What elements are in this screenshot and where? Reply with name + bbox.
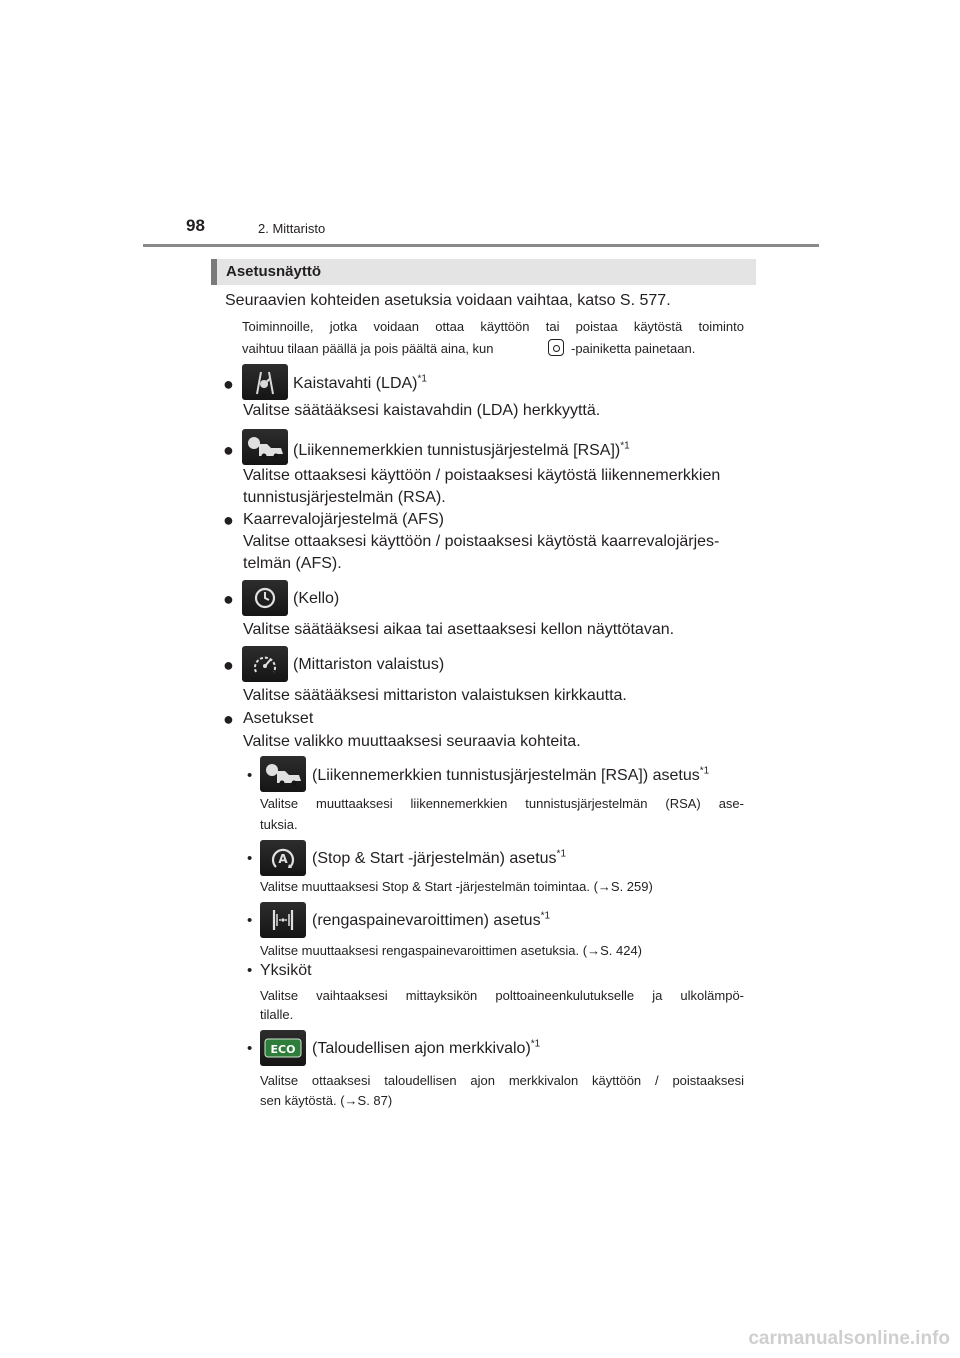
clock-icon [242, 580, 288, 616]
rsa-label: (Liikennemerkkien tunnistusjärjestelmä [RSA]) [293, 442, 621, 459]
watermark: carmanualsonline.info [748, 1328, 950, 1349]
bullet-icon: ● [223, 510, 234, 530]
dot-bullet: • [247, 912, 253, 929]
intro-note-line2a: vaihtuu tilaan päällä ja pois päältä aina, kun [242, 341, 494, 356]
intro-note-line2b: -painiketta painetaan. [571, 341, 696, 356]
lda-description: Valitse säätääksesi kaistavahdin (LDA) herkkyyttä. [243, 402, 601, 419]
bullet-icon: ● [223, 709, 234, 729]
dot-bullet: • [247, 1040, 253, 1057]
display-button-icon [548, 339, 564, 356]
page-number: 98 [186, 216, 205, 235]
stop-start-icon [260, 840, 306, 876]
footnote-mark: *1 [417, 373, 427, 385]
eco-indicator-icon [260, 1030, 306, 1066]
dot-bullet: • [247, 767, 253, 784]
eco-desc-line1: Valitse ottaaksesi taloudellisen ajon merkkivalon käyttöön / poistaaksesi [260, 1073, 744, 1088]
rsa-setting-desc-line1: Valitse muuttaaksesi liikennemerkkien tunnistusjärjestelmän (RSA) ase- [260, 796, 744, 811]
units-desc-line2: tilalle. [260, 1007, 294, 1022]
dot-bullet: • [247, 850, 253, 867]
header-rule [143, 244, 819, 247]
clock-title: (Kello) [293, 590, 340, 607]
settings-title: Asetukset [243, 710, 314, 727]
stopstart-setting-label: (Stop & Start -järjestelmän) asetus [312, 850, 557, 867]
section-title: Asetusnäyttö [226, 263, 322, 280]
tire-setting-label: (rengaspainevaroittimen) asetus [312, 912, 541, 929]
footnote-mark: *1 [540, 910, 551, 922]
road-sign-assist-icon [260, 756, 306, 792]
footnote-mark: *1 [620, 440, 630, 452]
clock-description: Valitse säätääksesi aikaa tai asettaaksesi kellon näyttötavan. [243, 621, 675, 638]
units-title: Yksiköt [260, 962, 312, 979]
tire-setting-title [312, 910, 550, 932]
eco-desc-line2: sen käytöstä. (→S. 87) [260, 1093, 393, 1108]
lda-title [293, 373, 427, 395]
settings-description: Valitse valikko muuttaaksesi seuraavia kohteita. [243, 733, 581, 750]
tire-setting-desc: Valitse muuttaaksesi rengaspainevaroittimen asetuksia. (→S. 424) [260, 943, 643, 958]
intro-note-line1: Toiminnoille, jotka voidaan ottaa käyttöön tai poistaa käytöstä toiminto [242, 319, 744, 334]
bullet-icon: ● [223, 440, 234, 460]
rsa-setting-desc-line2: tuksia. [260, 817, 298, 832]
afs-description-line1: Valitse ottaaksesi käyttöön / poistaaksesi käytöstä kaarrevalojärjes- [243, 533, 720, 550]
intro-text: Seuraavien kohteiden asetuksia voidaan vaihtaa, katso S. 577. [225, 292, 671, 309]
rsa-description-line1: Valitse ottaaksesi käyttöön / poistaaksesi käytöstä liikennemerkkien [243, 467, 721, 484]
rsa-title [293, 440, 630, 462]
tire-pressure-icon [260, 902, 306, 938]
dot-bullet: • [247, 962, 253, 979]
lda-label: Kaistavahti (LDA) [293, 375, 418, 392]
rsa-setting-label: (Liikennemerkkien tunnistusjärjestelmän [RSA]) asetus [312, 767, 700, 784]
illumination-title: (Mittariston valaistus) [293, 656, 445, 673]
lane-departure-icon [242, 364, 288, 400]
afs-description-line2: telmän (AFS). [243, 555, 342, 572]
svg-text:A: A [278, 852, 288, 866]
road-sign-assist-icon [242, 429, 288, 465]
rsa-description-line2: tunnistusjärjestelmän (RSA). [243, 489, 446, 506]
chapter-title: 2. Mittaristo [258, 221, 326, 236]
bullet-icon: ● [223, 655, 234, 675]
meter-illumination-icon [242, 646, 288, 682]
footnote-mark: *1 [530, 1038, 541, 1050]
eco-icon-text: ECO [270, 1043, 296, 1056]
footnote-mark: *1 [699, 765, 710, 777]
stopstart-setting-desc: Valitse muuttaaksesi Stop & Start -järjestelmän toimintaa. (→S. 259) [260, 879, 653, 894]
eco-setting-title [312, 1038, 540, 1060]
rsa-setting-title [312, 765, 709, 787]
stopstart-setting-title [312, 848, 566, 870]
bullet-icon: ● [223, 374, 234, 394]
bullet-icon: ● [223, 589, 234, 609]
units-desc-line1: Valitse vaihtaaksesi mittayksikön polttoaineenkulutukselle ja ulkolämpö- [260, 988, 744, 1003]
illumination-description: Valitse säätääksesi mittariston valaistuksen kirkkautta. [243, 687, 627, 704]
afs-title: Kaarrevalojärjestelmä (AFS) [243, 511, 444, 528]
eco-setting-label: (Taloudellisen ajon merkkivalo) [312, 1040, 531, 1057]
footnote-mark: *1 [556, 848, 566, 860]
section-heading [211, 259, 756, 285]
